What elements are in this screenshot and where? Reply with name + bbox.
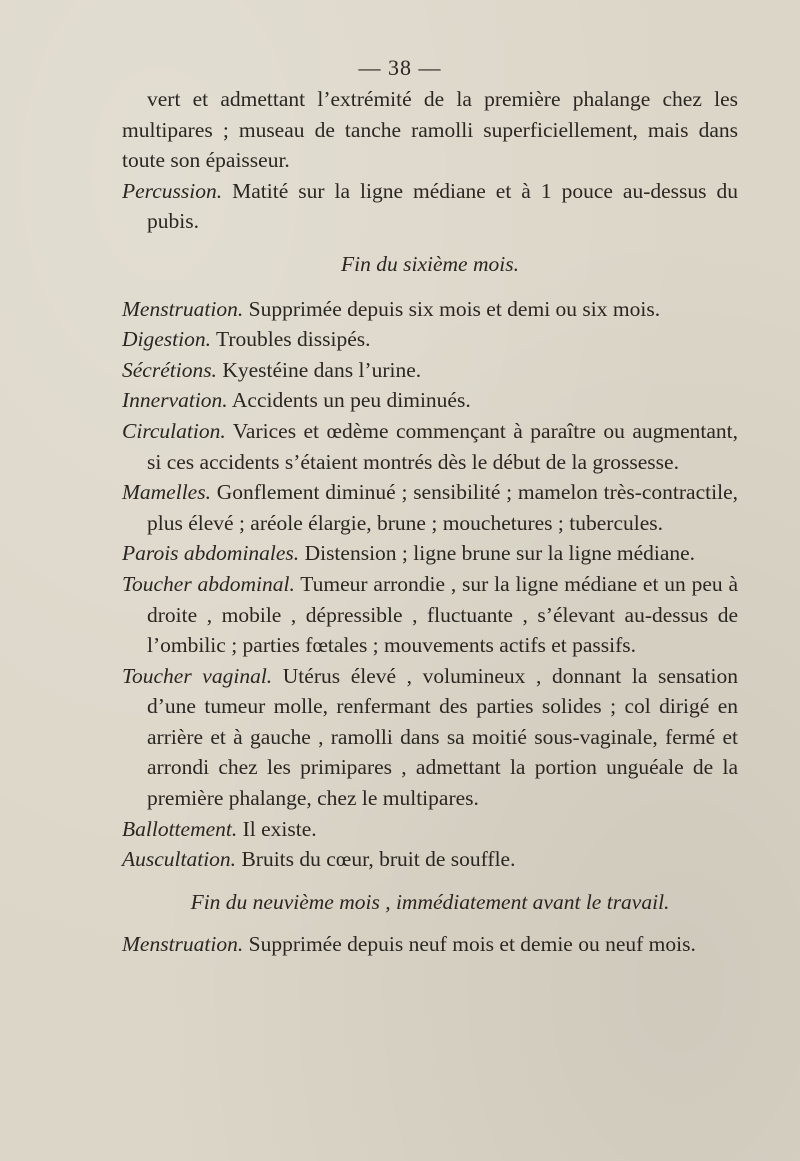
entry-label: Toucher abdominal. <box>122 571 295 596</box>
entry-label: Mamelles. <box>122 480 211 505</box>
entry-text: Matité sur la ligne médiane et à 1 pouce au-dessus du pubis. <box>147 178 738 234</box>
section-heading-sixth-month: Fin du sixième mois. <box>341 251 519 276</box>
paragraph-intro: vert et admettant l’extrémité de la première phalange chez les multipares ; museau de tanche ramolli superficiellement, mais dans toute son épaisseur. <box>122 87 738 173</box>
entry-text: Kyestéine dans l’urine. <box>216 357 422 382</box>
entry-innervation <box>122 385 738 416</box>
entry-text: Utérus élevé , volumineux , donnant la sensation d’une tumeur molle, renfermant des parties solides ; col dirigé en arrière et à gauche , ramolli dans sa moitié sous-vaginale, fermé et arrondi chez les primipares , admettant la portion unguéale de la première phalange, chez le multipares. <box>147 663 738 811</box>
page-number: — 38 — <box>358 55 442 80</box>
entry-label: Toucher vaginal. <box>122 663 273 688</box>
entry-label: Digestion. <box>122 327 211 352</box>
entry-ballottement <box>122 814 738 845</box>
entry-text: Tumeur arrondie , sur la ligne médiane et un peu à droite , mobile , dépressible , fluctuante , s’élevant au-dessus de l’ombilic ; parties fœtales ; mouvements actifs et passifs. <box>147 571 738 658</box>
entry-text: Distension ; ligne brune sur la ligne médiane. <box>299 541 696 566</box>
entry-label: Menstruation. <box>122 932 244 957</box>
entry-text: Accidents un peu diminués. <box>227 388 471 413</box>
entry-text: Supprimée depuis six mois et demi ou six mois. <box>243 296 661 321</box>
entry-secretions <box>122 355 738 386</box>
page-body <box>122 84 738 960</box>
entry-label: Auscultation. <box>122 847 237 872</box>
entry-label: Circulation. <box>122 418 226 443</box>
entry-menstruation <box>122 294 738 325</box>
entry-label: Ballottement. <box>122 816 238 841</box>
entry-text: Troubles dissipés. <box>210 327 371 352</box>
entry-label: Innervation. <box>122 388 228 413</box>
entry-mamelles <box>122 477 738 538</box>
entry-label: Parois abdominales. <box>122 541 300 566</box>
section-heading-ninth-month: Fin du neuvième mois , immédiatement avant le travail. <box>190 889 670 914</box>
entry-text: Supprimée depuis neuf mois et demie ou neuf mois. <box>243 932 696 957</box>
entry-menstruation-ninth <box>122 929 738 960</box>
entry-text: Bruits du cœur, bruit de souffle. <box>236 847 516 872</box>
entry-toucher-abdominal <box>122 569 738 661</box>
entry-label: Sécrétions. <box>122 357 217 382</box>
entry-circulation <box>122 416 738 477</box>
entry-parois-abdominales <box>122 538 738 569</box>
entry-label: Menstruation. <box>122 296 244 321</box>
entry-auscultation <box>122 844 738 875</box>
entry-text: Gonflement diminué ; sensibilité ; mamelon très-contractile, plus élevé ; aréole élargie, brune ; mouchetures ; tubercules. <box>147 480 738 535</box>
paragraph-percussion <box>122 176 738 237</box>
entry-label: Percussion. <box>122 178 223 203</box>
entry-text: Il existe. <box>237 816 317 841</box>
entry-text: Varices et œdème commençant à paraître ou augmentant, si ces accidents s’étaient montrés dès le début de la grossesse. <box>147 418 738 474</box>
entry-toucher-vaginal <box>122 661 738 814</box>
entry-digestion <box>122 324 738 355</box>
